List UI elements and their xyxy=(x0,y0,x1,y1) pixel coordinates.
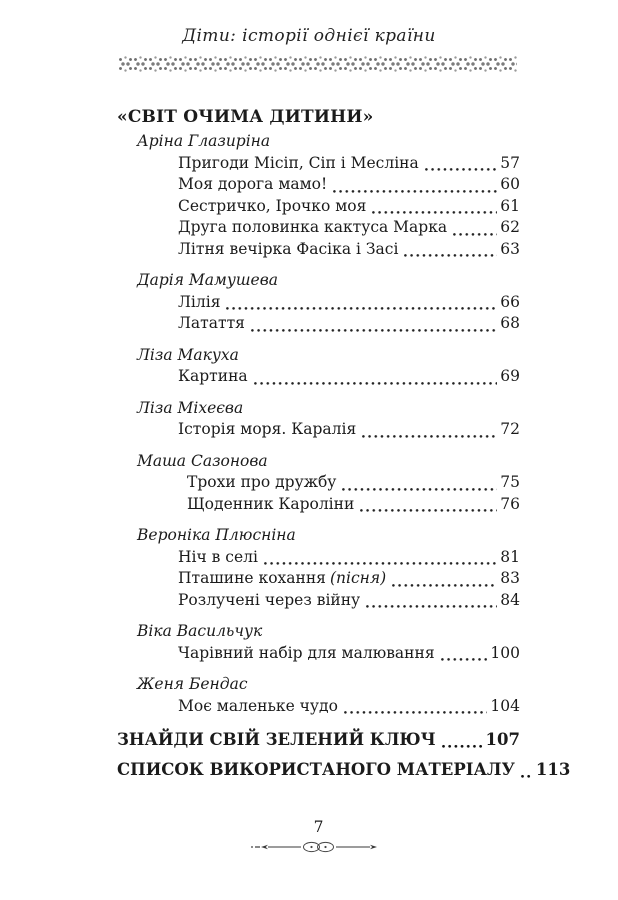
toc-entry-title: Моя дорога мамо! xyxy=(178,175,328,193)
arrow-swirl-divider-icon xyxy=(117,839,520,859)
folio-page-number: 7 xyxy=(313,818,324,836)
running-header: Діти: історії однієї країни xyxy=(182,26,436,46)
toc-entry-page: 68 xyxy=(500,314,520,332)
toc-entry-title: Латаття xyxy=(178,314,245,332)
table-of-contents xyxy=(117,107,571,781)
dot-leader xyxy=(425,166,498,171)
toc-entry xyxy=(117,239,520,261)
toc-entry xyxy=(117,494,520,516)
toc-entry-genre-note: (пісня) xyxy=(329,569,387,587)
toc-entry-title xyxy=(178,568,386,590)
toc-group xyxy=(117,674,520,717)
toc-entry-title: Історія моря. Каралія xyxy=(178,420,357,438)
toc-group xyxy=(117,398,520,441)
toc-entry-page: 57 xyxy=(500,153,520,172)
toc-entry-page: 63 xyxy=(500,239,520,258)
dot-leader xyxy=(453,231,497,236)
dot-leader xyxy=(251,327,497,332)
dot-leader xyxy=(392,582,497,587)
toc-author-name: Женя Бендас xyxy=(137,675,248,693)
dot-leader xyxy=(521,773,533,778)
toc-entry-title: Ніч в селі xyxy=(178,547,258,566)
toc-entry xyxy=(117,153,520,175)
dot-leader xyxy=(254,380,498,385)
toc-group xyxy=(117,131,520,260)
page-footer xyxy=(117,817,520,859)
toc-entry-page: 81 xyxy=(500,547,520,566)
toc-entry-page: 60 xyxy=(500,175,520,193)
toc-entry-page: 76 xyxy=(500,494,520,513)
toc-entry-page: 83 xyxy=(500,569,520,587)
toc-section-title: «СВІТ ОЧИМА ДИТИНИ» xyxy=(117,107,374,127)
dot-leader xyxy=(404,252,497,257)
toc-bold-entry xyxy=(117,729,520,751)
toc-group xyxy=(117,525,520,611)
toc-entry-page: 107 xyxy=(485,730,520,749)
toc-group xyxy=(117,270,520,335)
toc-group xyxy=(117,451,520,516)
dot-leader xyxy=(360,507,497,512)
dot-leader xyxy=(226,305,497,310)
toc-author-name: Дарія Мамушева xyxy=(137,271,278,289)
toc-entry-page: 66 xyxy=(500,292,520,311)
toc-entry-page: 69 xyxy=(500,367,520,385)
toc-entry xyxy=(117,590,520,612)
toc-entry-title: Літня вечірка Фасіка і Засі xyxy=(178,239,399,258)
toc-author-name: Віка Васильчук xyxy=(137,622,263,640)
toc-bold-entry xyxy=(117,759,571,781)
toc-entry-title: Щоденник Кароліни xyxy=(187,494,355,513)
toc-entry-title: ЗНАЙДИ СВІЙ ЗЕЛЕНИЙ КЛЮЧ xyxy=(117,730,436,749)
toc-entry-page: 72 xyxy=(500,420,520,438)
toc-entry xyxy=(117,366,520,388)
toc-entry-title: Картина xyxy=(178,367,248,385)
dot-leader xyxy=(264,560,497,565)
toc-entry-title: Трохи про дружбу xyxy=(187,473,337,491)
toc-entry-title: Моє маленьке чудо xyxy=(178,696,338,715)
toc-entry-page: 100 xyxy=(490,643,520,662)
toc-entry-page: 113 xyxy=(535,760,571,779)
toc-entry xyxy=(117,196,520,218)
toc-entry xyxy=(117,696,520,718)
toc-entry-page: 61 xyxy=(500,196,520,215)
dot-leader xyxy=(372,209,497,214)
toc-entry-page: 75 xyxy=(500,473,520,491)
toc-entry xyxy=(117,547,520,569)
toc-entry-title: Пригоди Місіп, Сіп і Месліна xyxy=(178,153,419,172)
dot-leader xyxy=(344,709,487,714)
toc-author-name: Ліза Макуха xyxy=(137,345,239,364)
toc-entry-title: Сестричко, Ірочко моя xyxy=(178,196,367,215)
toc-entry-title: Друга половинка кактуса Марка xyxy=(178,218,448,236)
toc-entry xyxy=(117,292,520,314)
dot-leader xyxy=(342,486,497,491)
toc-entry xyxy=(117,174,520,196)
toc-entry-title: Розлучені через війну xyxy=(178,590,361,609)
toc-group xyxy=(117,345,520,388)
dot-leader xyxy=(442,743,483,748)
toc-author-name: Ліза Міхеєва xyxy=(137,398,244,417)
toc-entry xyxy=(117,472,520,494)
toc-entry-title: Лілія xyxy=(178,292,221,311)
toc-entry xyxy=(117,568,520,590)
toc-entry-page: 84 xyxy=(500,590,520,609)
toc-entry xyxy=(117,313,520,335)
toc-entry xyxy=(117,217,520,239)
toc-author-name: Аріна Глазиріна xyxy=(137,132,271,150)
toc-entry-page: 62 xyxy=(500,218,520,236)
dot-leader xyxy=(333,188,497,193)
toc-entry-title: СПИСОК ВИКОРИСТАНОГО МАТЕРІАЛУ xyxy=(117,760,515,779)
dot-leader xyxy=(362,433,497,438)
dot-leader xyxy=(366,603,497,608)
toc-entry xyxy=(117,419,520,441)
toc-author-name: Маша Сазонова xyxy=(137,451,268,470)
toc-entry-page: 104 xyxy=(490,696,520,715)
toc-group xyxy=(117,621,520,664)
floral-lace-band-icon xyxy=(118,56,517,72)
toc-entry xyxy=(117,643,520,665)
toc-author-name: Вероніка Плюсніна xyxy=(137,526,296,544)
dot-leader xyxy=(441,656,488,661)
toc-entry-title-text: Пташине кохання xyxy=(178,569,326,587)
toc-entry-title: Чарівний набір для малювання xyxy=(178,643,435,662)
